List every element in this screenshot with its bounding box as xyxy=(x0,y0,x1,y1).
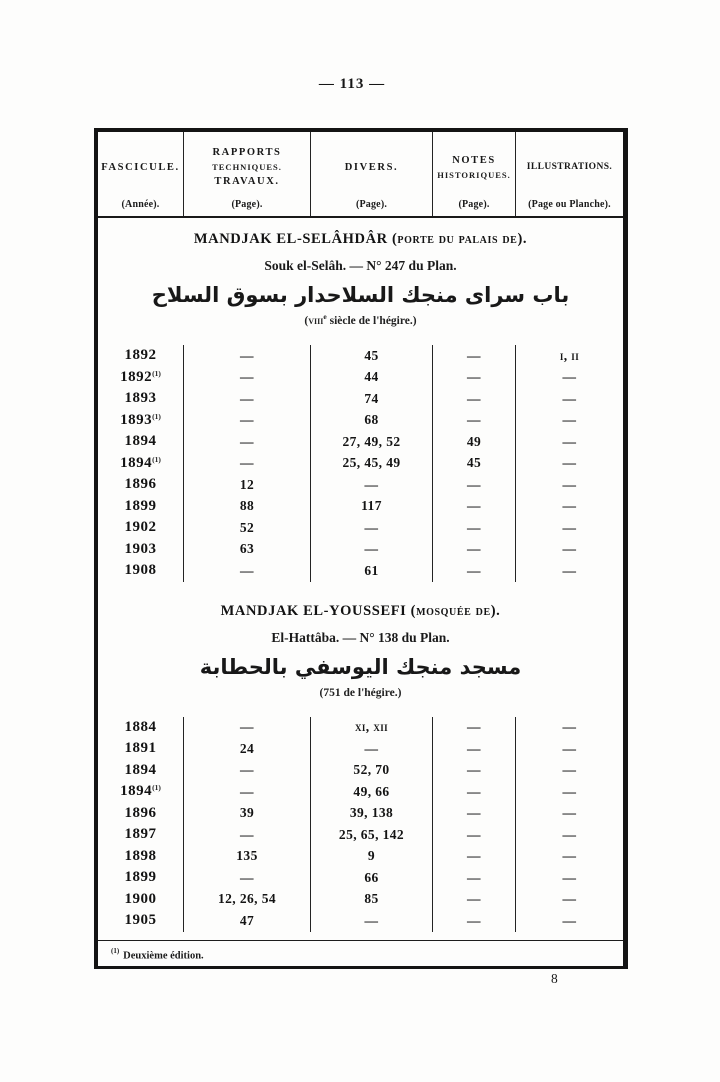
era-roman: viii xyxy=(308,314,324,327)
rapports-cell: — xyxy=(183,867,310,889)
divers-cell: — xyxy=(310,474,432,496)
column-title-line2: HISTORIQUES. xyxy=(437,169,511,180)
year-footnote-marker: (1) xyxy=(152,368,161,378)
year-value: 1894 xyxy=(124,761,157,778)
table-row xyxy=(98,760,623,782)
notes-cell: — xyxy=(432,824,515,846)
rapports-cell: 63 xyxy=(183,539,310,561)
illustrations-cell: — xyxy=(515,889,623,911)
notes-cell: — xyxy=(432,474,515,496)
era-rest: siècle de l'hégire.) xyxy=(326,314,417,327)
column-title: FASCICULE. xyxy=(101,161,180,173)
year-cell xyxy=(98,453,183,475)
year-cell xyxy=(98,431,183,453)
year-cell xyxy=(98,824,183,846)
rapports-cell: — xyxy=(183,560,310,582)
section-title-paren: (mosquée de). xyxy=(410,602,501,619)
notes-cell: — xyxy=(432,846,515,868)
section-era xyxy=(98,312,623,327)
divers-cell: 66 xyxy=(310,867,432,889)
notes-cell: 49 xyxy=(432,431,515,453)
notes-cell: — xyxy=(432,517,515,539)
year-cell xyxy=(98,910,183,932)
year-cell xyxy=(98,717,183,739)
section-subtitle: El-Hattâba. — N° 138 du Plan. xyxy=(271,629,450,645)
year-value: 1893 xyxy=(120,411,153,428)
illustrations-cell: — xyxy=(515,910,623,932)
year-cell xyxy=(98,846,183,868)
column-subtitle: (Page). xyxy=(458,199,490,210)
footnote-marker: (1) xyxy=(111,946,120,955)
divers-cell: 74 xyxy=(310,388,432,410)
column-title-line2: TECHNIQUES. xyxy=(212,162,282,172)
index-table xyxy=(94,128,628,969)
illustrations-cell: — xyxy=(515,846,623,868)
table-row xyxy=(98,824,623,846)
section-title xyxy=(98,231,623,248)
column-title: RAPPORTS xyxy=(212,147,282,158)
divers-cell: — xyxy=(310,738,432,760)
year-cell xyxy=(98,367,183,389)
divers-cell: 68 xyxy=(310,410,432,432)
divers-cell: 44 xyxy=(310,367,432,389)
year-footnote-marker: (1) xyxy=(152,411,161,421)
year-cell xyxy=(98,517,183,539)
divers-cell: 52, 70 xyxy=(310,760,432,782)
notes-cell: — xyxy=(432,539,515,561)
illustrations-cell: — xyxy=(515,824,623,846)
notes-cell: — xyxy=(432,388,515,410)
divers-cell: — xyxy=(310,517,432,539)
section-title-paren: (porte du palais de). xyxy=(391,231,528,247)
table-row xyxy=(98,846,623,868)
era-rest: de l'hégire.) xyxy=(340,686,402,699)
year-value: 1892 xyxy=(120,368,153,385)
section-rows xyxy=(98,345,623,582)
rapports-cell: 12, 26, 54 xyxy=(183,889,310,911)
illustrations-cell: — xyxy=(515,867,623,889)
era-open: ( xyxy=(304,314,309,327)
section-arabic-title: مسجد منجك اليوسفي بالحطابة xyxy=(199,654,522,679)
rapports-cell: 24 xyxy=(183,738,310,760)
era-sup: e xyxy=(323,312,327,321)
illustrations-cell: — xyxy=(515,760,623,782)
year-value: 1898 xyxy=(124,847,157,864)
table-row xyxy=(98,517,623,539)
divers-cell: — xyxy=(310,910,432,932)
section-title-main: MANDJAK EL-SELÂHDÂR xyxy=(193,231,388,247)
divers-cell: 45 xyxy=(310,345,432,367)
era-open: ( xyxy=(319,686,324,699)
year-cell xyxy=(98,867,183,889)
section-arabic-title: باب سراى منجك السلاحدار بسوق السلاح xyxy=(151,283,570,307)
divers-cell: 25, 45, 49 xyxy=(310,453,432,475)
rapports-cell: — xyxy=(183,453,310,475)
year-cell xyxy=(98,388,183,410)
notes-cell: — xyxy=(432,760,515,782)
notes-cell: — xyxy=(432,738,515,760)
year-value: 1896 xyxy=(124,476,157,493)
column-title: ILLUSTRATIONS. xyxy=(526,162,613,172)
rapports-cell: — xyxy=(183,431,310,453)
rapports-cell: 52 xyxy=(183,517,310,539)
section-rows xyxy=(98,717,623,932)
column-title-line3: TRAVAUX. xyxy=(214,176,280,187)
table-row xyxy=(98,910,623,932)
table-row xyxy=(98,367,623,389)
table-row xyxy=(98,453,623,475)
notes-cell: — xyxy=(432,889,515,911)
rapports-cell: — xyxy=(183,781,310,803)
illustrations-cell: — xyxy=(515,803,623,825)
year-value: 1896 xyxy=(124,804,157,821)
notes-cell: — xyxy=(432,410,515,432)
rapports-cell: — xyxy=(183,760,310,782)
section-title xyxy=(98,603,623,620)
year-value: 1899 xyxy=(124,869,157,886)
table-row xyxy=(98,388,623,410)
illustrations-cell: — xyxy=(515,738,623,760)
rapports-cell: — xyxy=(183,717,310,739)
year-value: 1892 xyxy=(124,347,157,364)
notes-cell: — xyxy=(432,867,515,889)
table-body xyxy=(98,218,623,932)
rapports-cell: 47 xyxy=(183,910,310,932)
year-cell xyxy=(98,560,183,582)
table-row xyxy=(98,496,623,518)
notes-cell: — xyxy=(432,781,515,803)
year-value: 1894 xyxy=(124,433,157,450)
year-value: 1908 xyxy=(124,562,157,579)
year-cell xyxy=(98,738,183,760)
column-header-notes xyxy=(432,132,515,216)
footnote-text: Deuxième édition. xyxy=(123,950,204,961)
divers-cell: 49, 66 xyxy=(310,781,432,803)
column-title: DIVERS. xyxy=(344,161,399,173)
illustrations-cell: — xyxy=(515,781,623,803)
rapports-cell: — xyxy=(183,410,310,432)
notes-cell: — xyxy=(432,910,515,932)
table-row xyxy=(98,781,623,803)
rapports-cell: — xyxy=(183,388,310,410)
table-row xyxy=(98,431,623,453)
era-roman: 751 xyxy=(323,686,341,699)
table-row xyxy=(98,717,623,739)
column-header-rapports xyxy=(183,132,310,216)
rapports-cell: — xyxy=(183,367,310,389)
year-cell xyxy=(98,760,183,782)
year-cell xyxy=(98,496,183,518)
column-title: NOTES xyxy=(452,154,496,166)
notes-cell: — xyxy=(432,717,515,739)
illustrations-cell: — xyxy=(515,453,623,475)
year-cell xyxy=(98,345,183,367)
year-cell xyxy=(98,781,183,803)
year-cell xyxy=(98,410,183,432)
divers-cell: 39, 138 xyxy=(310,803,432,825)
column-subtitle: (Année). xyxy=(121,199,160,210)
divers-cell: 61 xyxy=(310,560,432,582)
notes-cell: — xyxy=(432,803,515,825)
divers-cell: — xyxy=(310,539,432,561)
column-header-divers xyxy=(310,132,432,216)
column-header-illustrations xyxy=(515,132,623,216)
rapports-cell: 135 xyxy=(183,846,310,868)
illustrations-cell: — xyxy=(515,367,623,389)
year-value: 1897 xyxy=(124,826,157,843)
section-title-main: MANDJAK EL-YOUSSEFI xyxy=(220,602,407,619)
year-value: 1899 xyxy=(124,497,157,514)
year-cell xyxy=(98,803,183,825)
table-header xyxy=(98,132,623,218)
table-row xyxy=(98,345,623,367)
section-subtitle: Souk el-Selâh. — N° 247 du Plan. xyxy=(264,258,457,273)
year-value: 1884 xyxy=(124,718,157,735)
year-cell xyxy=(98,474,183,496)
year-value: 1902 xyxy=(124,519,157,536)
illustrations-cell: — xyxy=(515,539,623,561)
rapports-cell: 88 xyxy=(183,496,310,518)
notes-cell: — xyxy=(432,367,515,389)
divers-cell: 25, 65, 142 xyxy=(310,824,432,846)
year-value: 1894 xyxy=(120,783,153,800)
illustrations-cell: — xyxy=(515,717,623,739)
rapports-cell: 39 xyxy=(183,803,310,825)
year-value: 1893 xyxy=(124,390,157,407)
illustrations-cell: — xyxy=(515,560,623,582)
column-subtitle: (Page ou Planche). xyxy=(528,199,611,210)
divers-cell: 9 xyxy=(310,846,432,868)
illustrations-cell: — xyxy=(515,517,623,539)
column-subtitle: (Page). xyxy=(231,199,263,210)
year-value: 1905 xyxy=(124,912,157,929)
year-value: 1900 xyxy=(124,890,157,907)
year-value: 1894 xyxy=(120,454,153,471)
footnote xyxy=(98,940,623,966)
table-section xyxy=(98,218,623,582)
table-row xyxy=(98,410,623,432)
notes-cell: — xyxy=(432,496,515,518)
notes-cell: 45 xyxy=(432,453,515,475)
illustrations-cell: — xyxy=(515,388,623,410)
table-row xyxy=(98,560,623,582)
year-footnote-marker: (1) xyxy=(152,783,161,793)
table-row xyxy=(98,738,623,760)
column-header-fascicule xyxy=(98,132,183,216)
year-cell xyxy=(98,539,183,561)
year-footnote-marker: (1) xyxy=(152,454,161,464)
year-value: 1891 xyxy=(124,740,157,757)
page-number-top: — 113 — xyxy=(318,76,386,92)
section-header xyxy=(98,590,623,717)
illustrations-cell: i, ii xyxy=(515,345,623,367)
rapports-cell: — xyxy=(183,824,310,846)
divers-cell: xi, xii xyxy=(310,717,432,739)
divers-cell: 85 xyxy=(310,889,432,911)
rapports-cell: — xyxy=(183,345,310,367)
table-row xyxy=(98,889,623,911)
illustrations-cell: — xyxy=(515,474,623,496)
section-era xyxy=(98,684,623,699)
notes-cell: — xyxy=(432,345,515,367)
year-value: 1903 xyxy=(124,540,157,557)
rapports-cell: 12 xyxy=(183,474,310,496)
illustrations-cell: — xyxy=(515,431,623,453)
divers-cell: 117 xyxy=(310,496,432,518)
column-subtitle: (Page). xyxy=(355,199,388,210)
year-cell xyxy=(98,889,183,911)
table-row xyxy=(98,803,623,825)
divers-cell: 27, 49, 52 xyxy=(310,431,432,453)
section-header xyxy=(98,218,623,345)
table-row xyxy=(98,539,623,561)
illustrations-cell: — xyxy=(515,410,623,432)
page-number-bottom: 8 xyxy=(551,971,558,986)
table-row xyxy=(98,867,623,889)
table-section xyxy=(98,590,623,932)
table-row xyxy=(98,474,623,496)
illustrations-cell: — xyxy=(515,496,623,518)
notes-cell: — xyxy=(432,560,515,582)
